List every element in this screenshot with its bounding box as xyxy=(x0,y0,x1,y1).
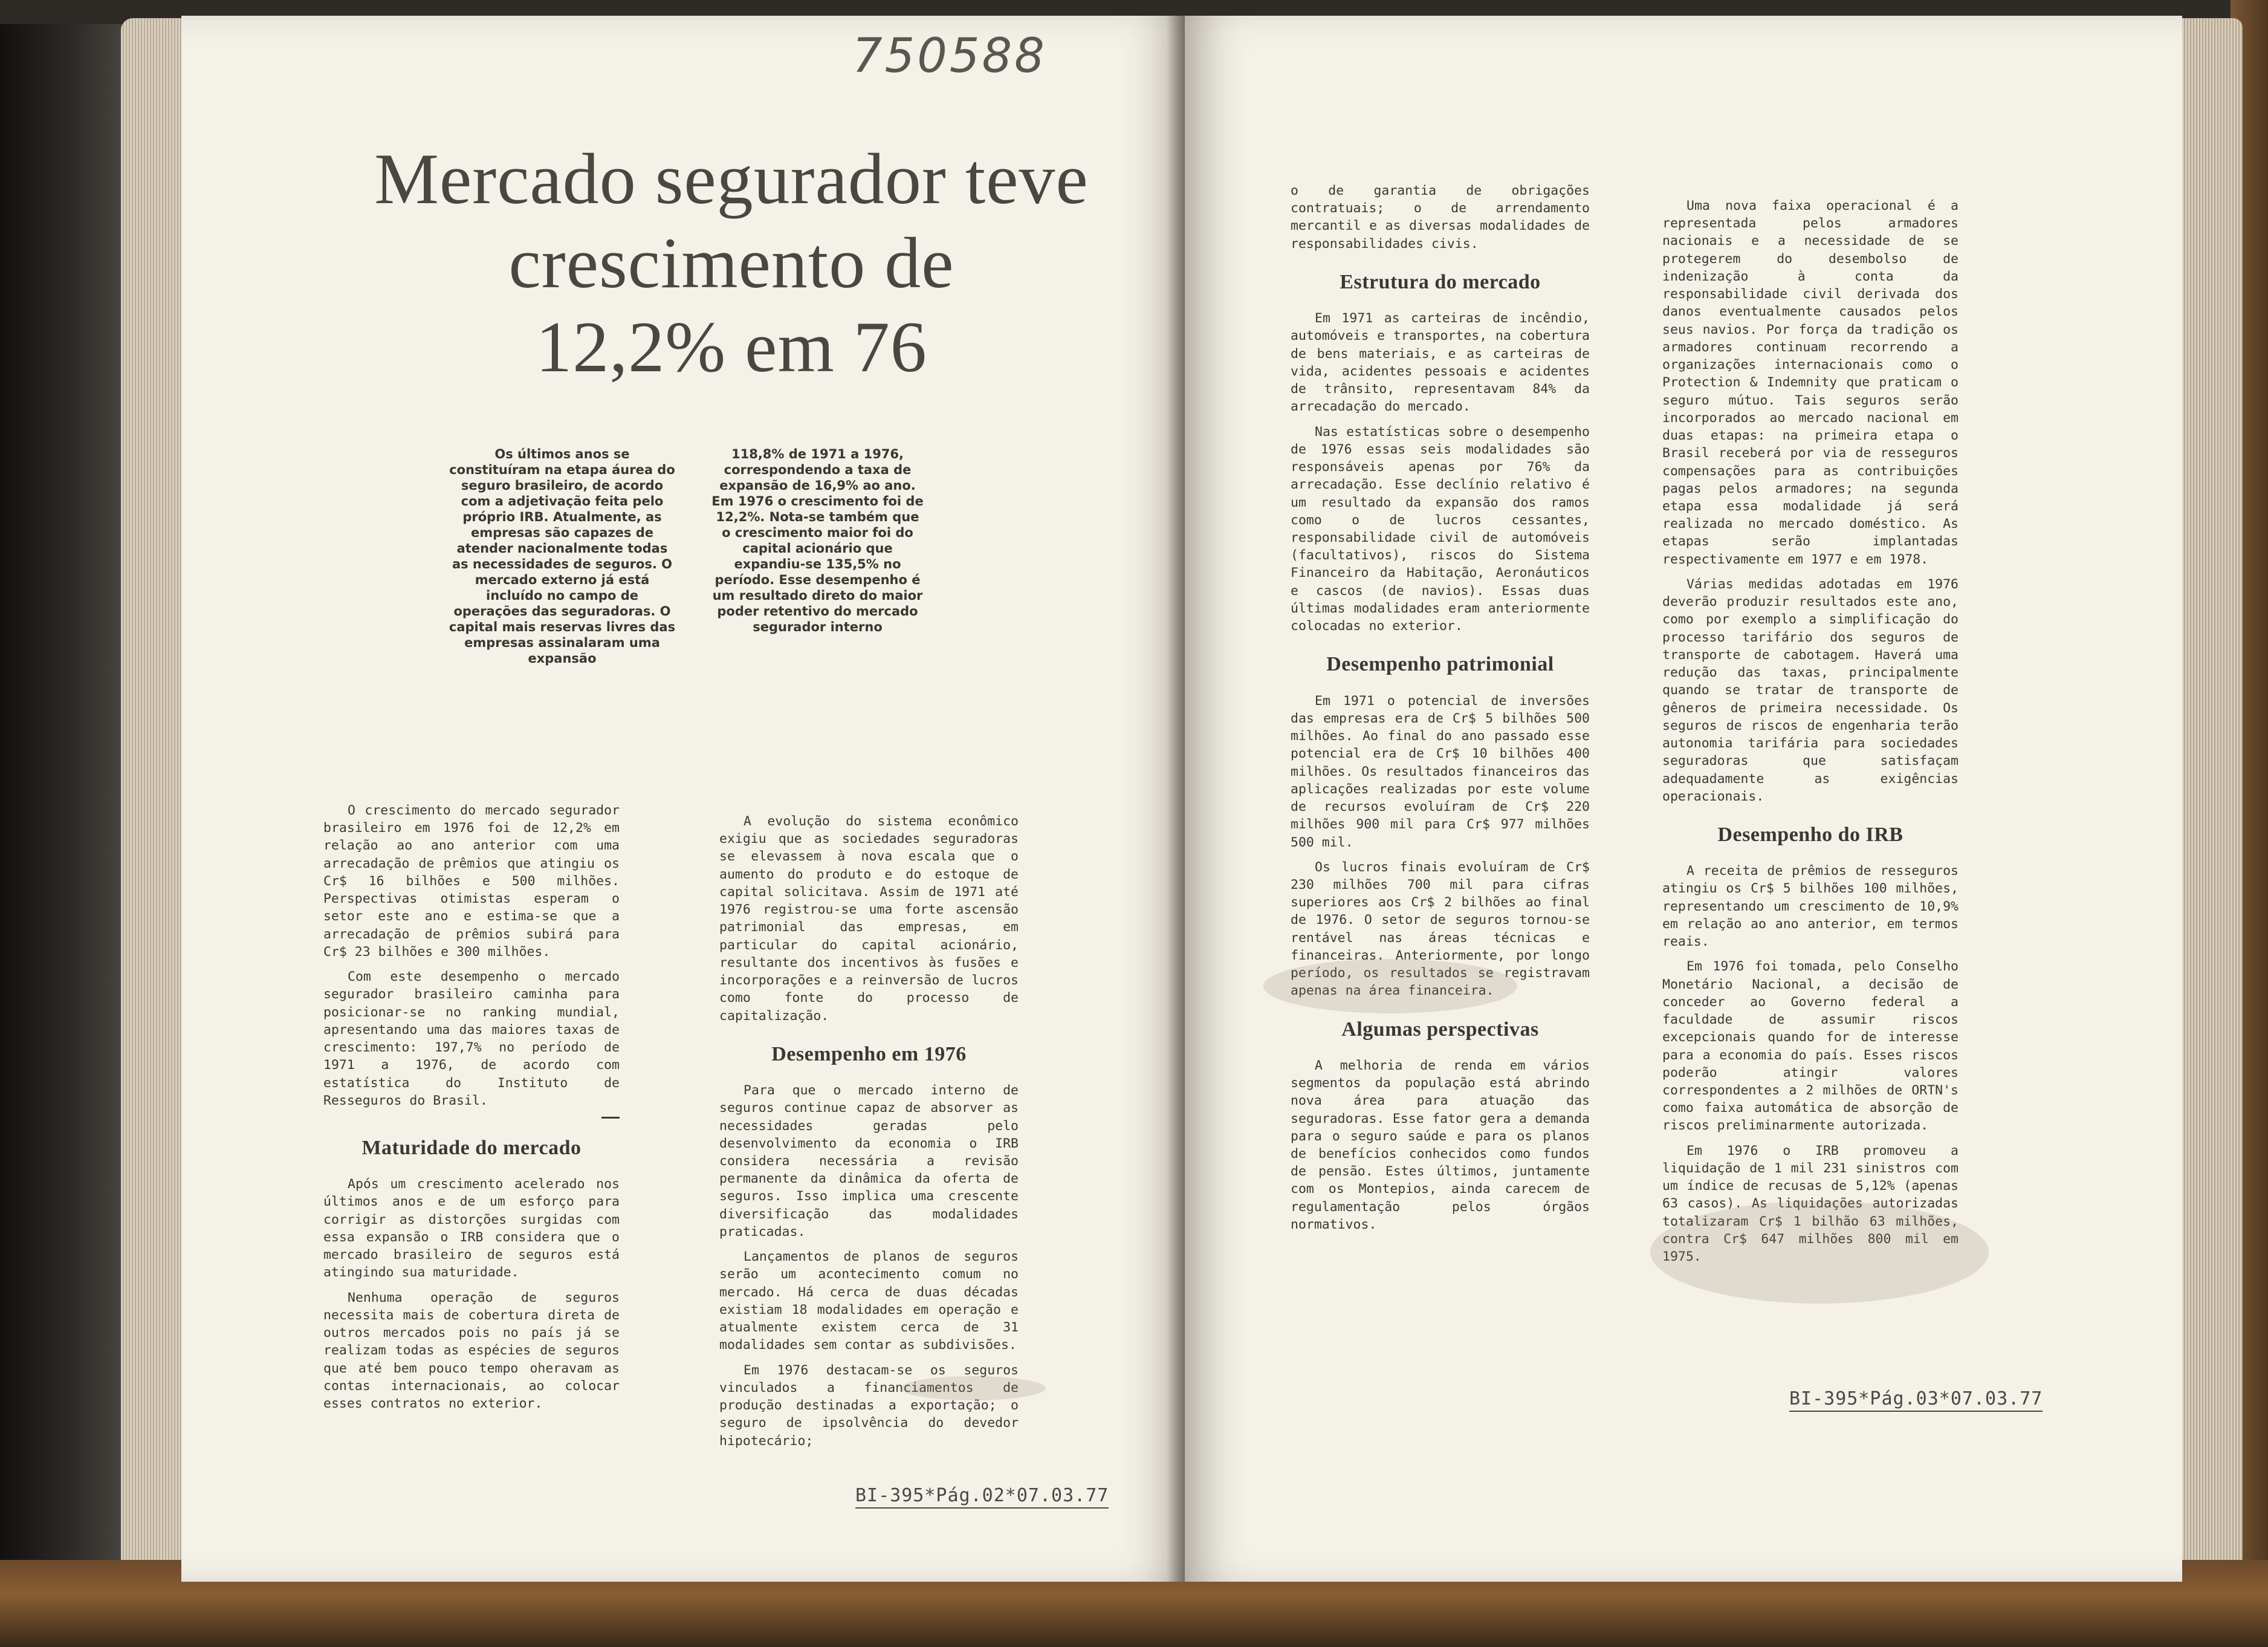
section-heading: Desempenho do IRB xyxy=(1717,823,1904,846)
paragraph: Uma nova faixa operacional é a representada pelos armadores nacionais e a necessidade de se protegerem do desembolso de indenização à conta da responsabilidade civil derivada dos danos eventualmente causados pelos seus navios. Por força da tradição os armadores continuam recorrendo a organizações internacionais como o Protection & Indemnity que praticam o seguro mútuo. Tais seguros serão incorporados ao mercado nacional em duas etapas: na primeira etapa o Brasil receberá por via de resseguros compensações para as contribuições pagas pelos armadores; na segunda etapa essa modalidade já será realizada no mercado doméstico. As etapas serão implantadas respectivamente em 1977 e em 1978. xyxy=(1662,198,1959,567)
paragraph: A melhoria de renda em vários segmentos da população está abrindo nova área para atuação das seguradoras. Esse fator gera a demanda para o seguro saúde e para os planos de benefícios conhecidos como fundos de pensão. Estes últimos, juntamente com os Montepios, ainda carecem de regulamentação pelos órgãos normativos. xyxy=(1291,1057,1590,1232)
section-heading: Algumas perspectivas xyxy=(1341,1018,1539,1041)
lead-column-1: Os últimos anos se constituíram na etapa áurea do seguro brasileiro, de acordo com a adjetivação feita pelo próprio IRB. Atualmente, as empresas são capazes de atender nacionalmente todas as necessidades de seguros. O mercado externo já está incluído no campo de operações das seguradoras. O capital mais reservas livres das empresas assinalaram uma expansão xyxy=(449,447,676,666)
headline-line-3: 12,2% em 76 xyxy=(536,307,927,388)
page-footer: BI-395*Pág.02*07.03.77 xyxy=(855,1485,1109,1509)
paragraph: Em 1971 o potencial de inversões das empresas era de Cr$ 5 bilhões 500 milhões. Ao final do ano passado esse potencial era de Cr$ 10 bilhões 400 milhões. Os resultados financeiros das aplicações realizadas por este volume de recursos evoluíram de Cr$ 220 milhões 900 mil para Cr$ 977 milhões 500 mil. xyxy=(1291,693,1590,850)
paragraph: Com este desempenho o mercado segurador brasileiro caminha para posicionar-se no ranking mundial, apresentando uma das maiores taxas de crescimento: 197,7% no período de 1971 a 1976, de acordo com estatística do Instituto de Resseguros do Brasil. xyxy=(323,969,620,1108)
paragraph: Após um crescimento acelerado nos últimos anos e de um esforço para corrigir as distorções surgidas com essa expansão o IRB considera que o mercado brasileiro de seguros está atingindo sua maturidade. xyxy=(323,1177,620,1281)
paragraph: Em 1976 o IRB promoveu a liquidação de 1 mil 231 sinistros com um índice de recusas de 5,12% (apenas 63 casos). As liquidações autorizadas totalizaram Cr$ 1 bilhão 63 milhões, contra Cr$ 647 milhões 800 mil em 1975. xyxy=(1662,1143,1959,1265)
paragraph: Os lucros finais evoluíram de Cr$ 230 milhões 700 mil para cifras superiores aos Cr$ 2 bilhões ao final de 1976. O setor de seguros tornou-se rentável nas áreas técnicas e financeiras. Anteriormente, por longo período, os resultados se registravam apenas na área financeira. xyxy=(1291,859,1590,999)
section-heading: Desempenho patrimonial xyxy=(1326,653,1554,676)
ink-smudge xyxy=(901,1376,1046,1400)
paragraph: Em 1976 foi tomada, pelo Conselho Monetário Nacional, a decisão de conceder ao Governo federal a faculdade de assumir riscos excepcionais quando for de interesse para a economia do país. Esses riscos poderão atingir valores correspondentes a 2 milhões de ORTN's como faixa automática de absorção de riscos preliminarmente autorizada. xyxy=(1662,959,1959,1134)
left-body-column-1 xyxy=(323,802,620,1420)
paragraph: O crescimento do mercado segurador brasileiro em 1976 foi de 12,2% em relação ao ano anterior com uma arrecadação de prêmios que atingiu os Cr$ 16 bilhões e 500 milhões. Perspectivas otimistas esperam o setor este ano e estima-se que a arrecadação de prêmios subirá para Cr$ 23 bilhões e 300 milhões. xyxy=(323,803,620,960)
right-body-column-2 xyxy=(1662,197,1959,1273)
ink-smudge xyxy=(1263,959,1517,1013)
left-body-column-2 xyxy=(719,813,1019,1457)
catalog-number: 750588 xyxy=(852,29,1047,83)
section-heading: Maturidade do mercado xyxy=(361,1136,582,1159)
left-binding xyxy=(0,0,127,1647)
paragraph: Em 1971 as carteiras de incêndio, automóveis e transportes, na cobertura de bens materiais, e as carteiras de vida, acidentes pessoais e acidentes de trânsito, representavam 84% da arrecadação do mercado. xyxy=(1291,311,1590,415)
headline-line-2: crescimento de xyxy=(508,223,954,304)
paragraph: Nenhuma operação de seguros necessita mais de cobertura direta de outros mercados pois no país já se realizam todas as espécies de seguros que até bem pouco tempo oheravam as contas internacionais, ao colocar esses contratos no exterior. xyxy=(323,1290,620,1412)
page-footer: BI-395*Pág.03*07.03.77 xyxy=(1789,1388,2043,1412)
right-body-column-1 xyxy=(1291,182,1590,1241)
paragraph: A receita de prêmios de resseguros atingiu os Cr$ 5 bilhões 100 milhões, representando um crescimento de 10,9% em relação ao ano anterior, em termos reais. xyxy=(1662,863,1959,950)
section-heading: Desempenho em 1976 xyxy=(771,1042,967,1065)
paragraph: Várias medidas adotadas em 1976 deverão produzir resultados este ano, como por exemplo a simplificação do processo tarifário dos seguros de transporte de cabotagem. Haverá uma redução das taxas, principalmente quando se tratar de transporte de gêneros de primeira necessidade. Os seguros de riscos de engenharia terão autonomia tarifária para sociedades seguradoras que satisfaçam adequadamente as exigências operacionais. xyxy=(1662,576,1959,804)
headline-line-1: Mercado segurador teve xyxy=(374,138,1089,219)
headline xyxy=(308,137,1155,389)
paragraph: Em 1976 destacam-se os seguros vinculados a financiamentos de produção destinadas a exportação; o seguro de ipsolvência do devedor hipotecário; xyxy=(719,1362,1019,1449)
right-page xyxy=(1185,16,2182,1582)
section-divider xyxy=(601,1117,620,1119)
paragraph: Nas estatísticas sobre o desempenho de 1976 essas seis modalidades são responsáveis apenas por 76% da arrecadação. Esse declínio relativo é um resultado da expansão dos ramos como o de lucros cessantes, responsabilidade civil de automóveis (facultativos), riscos do Sistema Financeiro da Habitação, Aeronáuticos e cascos (de navios). Essas duas últimas modalidades eram anteriormente colocadas no exterior. xyxy=(1291,424,1590,634)
section-heading: Estrutura do mercado xyxy=(1340,270,1541,293)
paragraph: Para que o mercado interno de seguros continue capaz de absorver as necessidades geradas pelo desenvolvimento da economia o IRB considera necessária a revisão permanente da dinâmica da oferta de seguros. Isso implica uma crescente diversificação das modalidades praticadas. xyxy=(719,1083,1019,1239)
left-page xyxy=(181,16,1185,1582)
paragraph: o de garantia de obrigações contratuais; o de arrendamento mercantil e as diversas modalidades de responsabilidades civis. xyxy=(1291,183,1590,252)
lead-column-2: 118,8% de 1971 a 1976, correspondendo a taxa de expansão de 16,9% ao ano. Em 1976 o crescimento foi de 12,2%. Nota-se também que o crescimento maior foi do capital acionário que expandiu-se 135,5% no período. Esse desempenho é um resultado direto do maior poder retentivo do mercado segurador interno xyxy=(711,447,924,635)
paragraph: A evolução do sistema econômico exigiu que as sociedades seguradoras se elevassem à nova escala que o aumento do produto e do estoque de capital solicitava. Assim de 1971 até 1976 registrou-se uma forte ascensão patrimonial das empresas, em particular do capital acionário, resultante dos incentivos às fusões e incorporações e a reinversão de lucros como fonte do processo de capitalização. xyxy=(719,814,1019,1024)
paragraph: Lançamentos de planos de seguros serão um acontecimento comum no mercado. Há cerca de duas décadas existiam 18 modalidades em operação e atualmente existem cerca de 31 modalidades sem contar as subdivisões. xyxy=(719,1249,1019,1353)
ink-smudge xyxy=(1650,1201,1989,1304)
right-page-stack xyxy=(2176,18,2243,1590)
